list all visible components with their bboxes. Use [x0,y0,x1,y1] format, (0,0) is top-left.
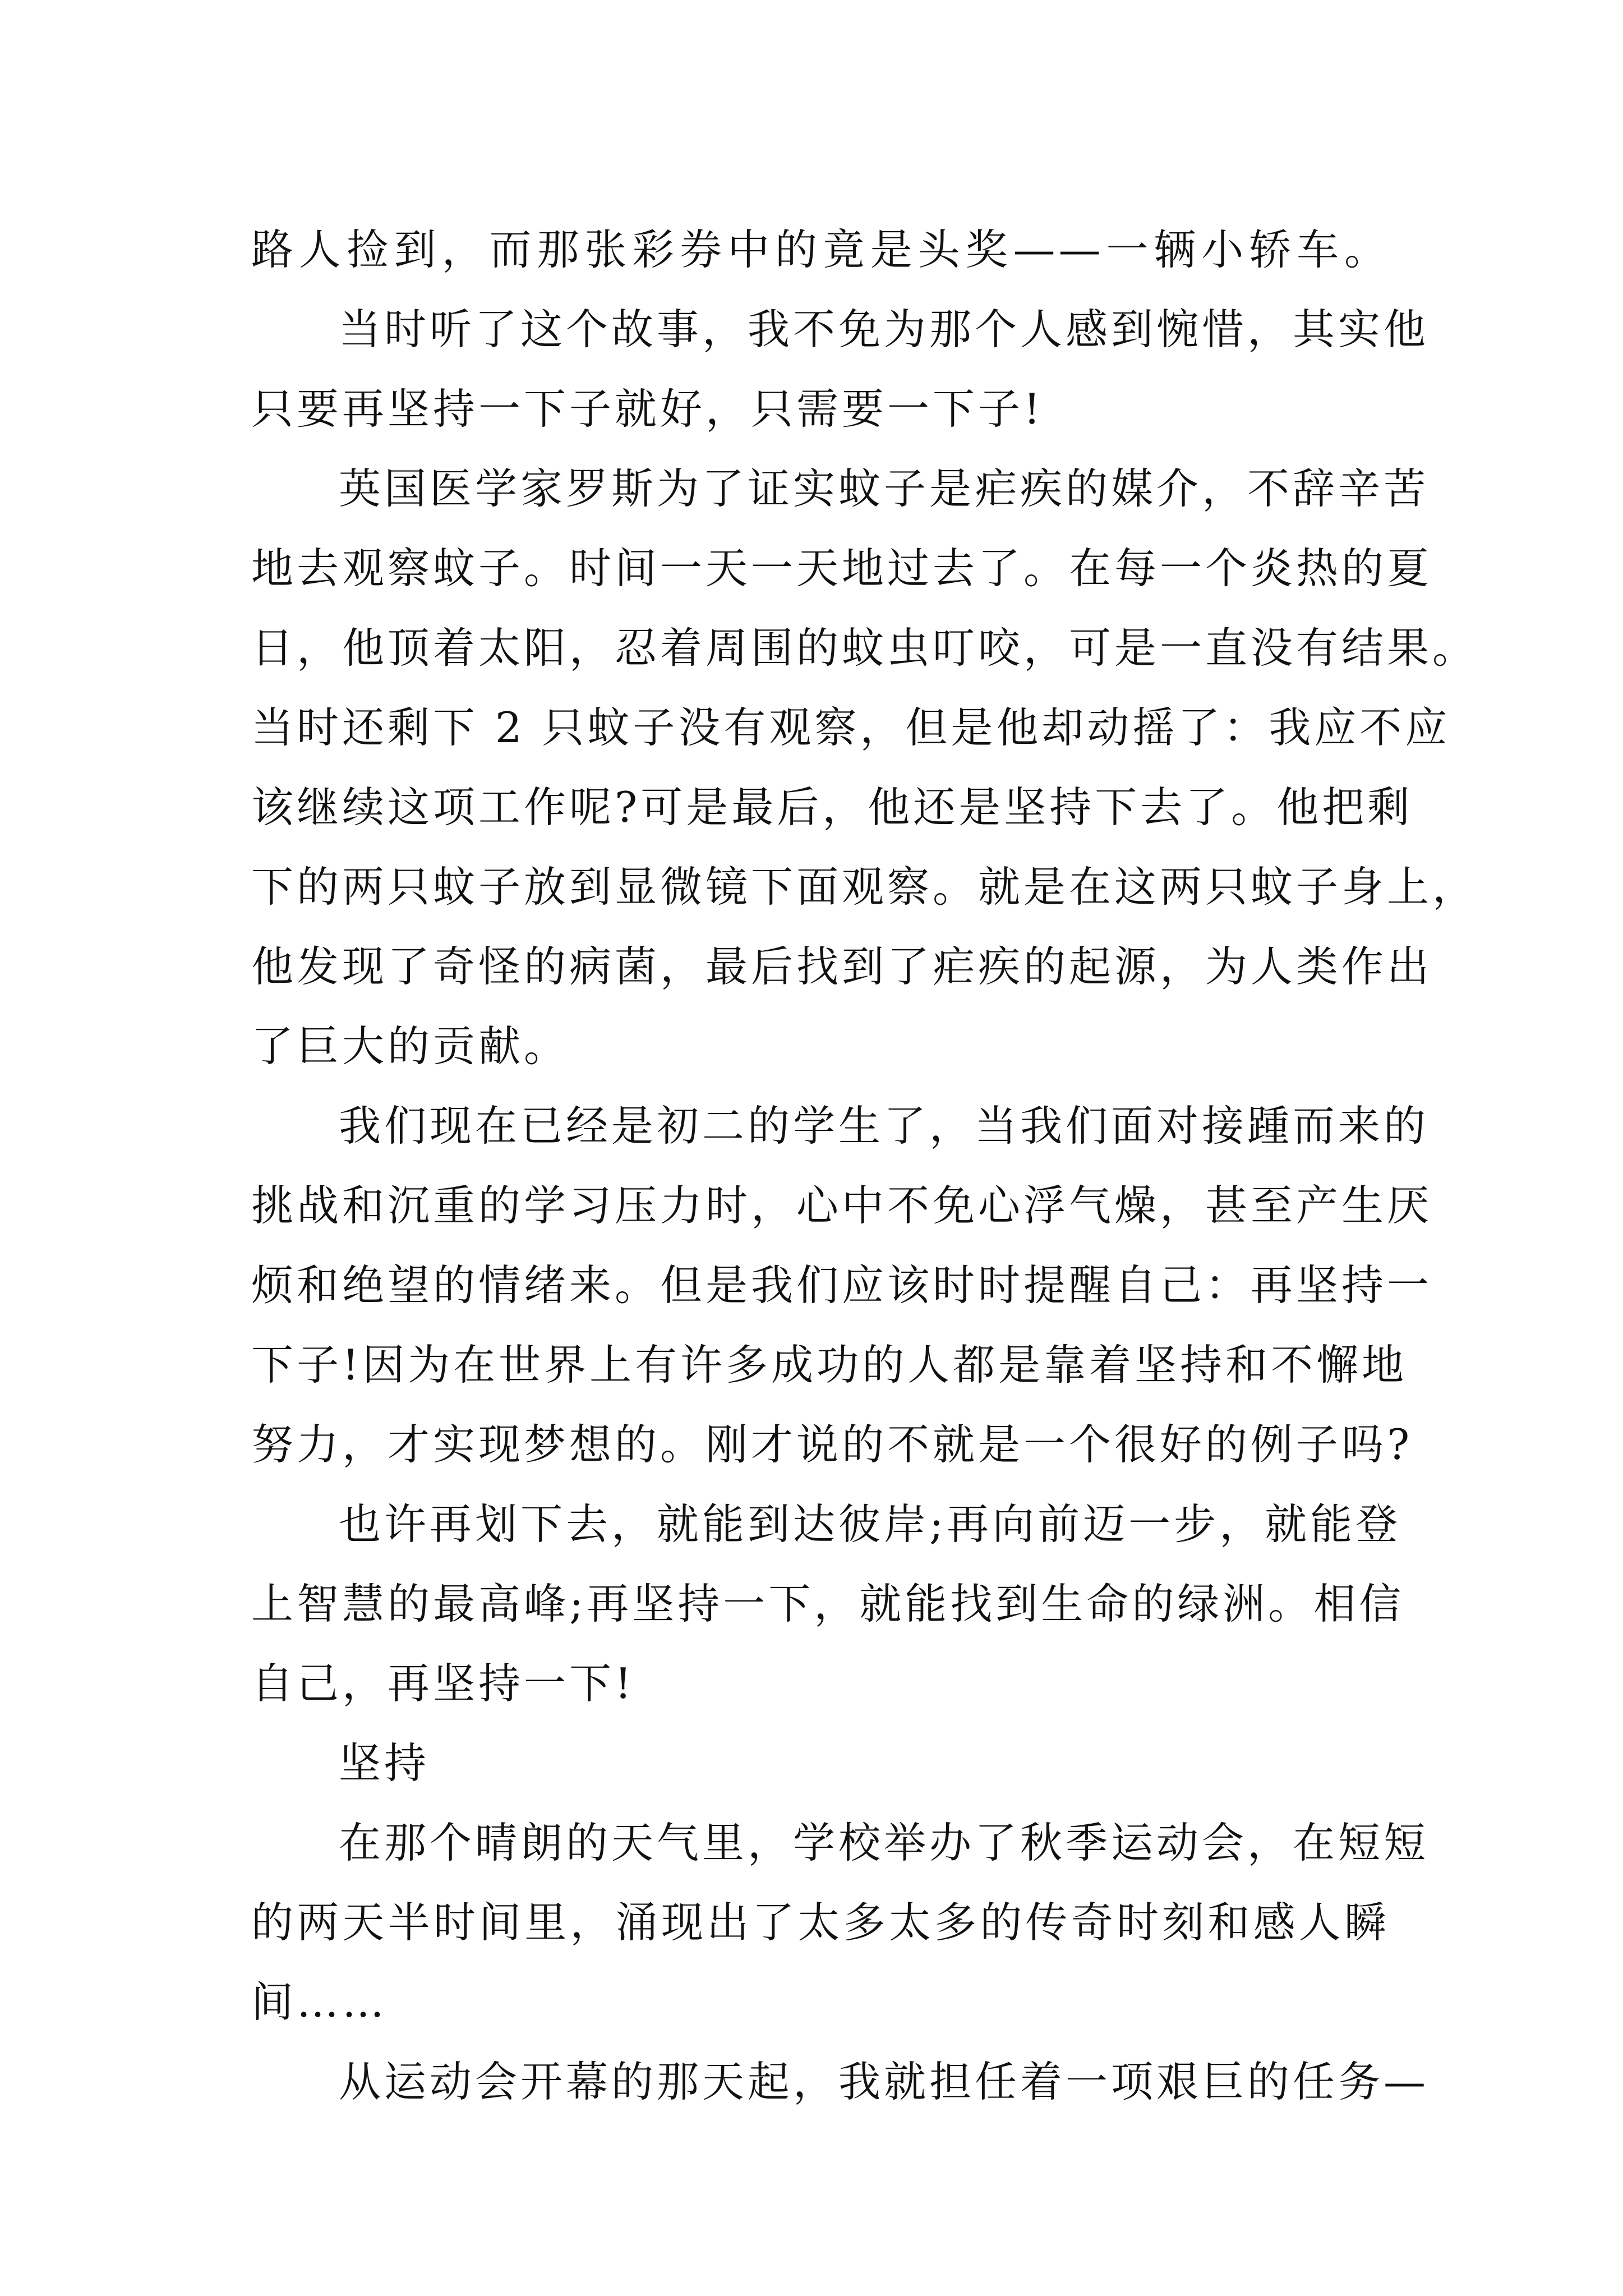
text-line: 当时还剩下 2 只蚊子没有观察，但是他却动摇了：我应不应 [251,703,1451,752]
paragraph-start-line: 当时听了这个故事，我不免为那个人感到惋惜，其实他 [339,305,1430,354]
text-line: 努力，才实现梦想的。刚才说的不就是一个很好的例子吗? [251,1420,1413,1469]
text-line: 间…… [251,1977,388,2027]
text-line: 下的两只蚊子放到显微镜下面观察。就是在这两只蚊子身上， [251,862,1478,912]
paragraph-start-line: 在那个晴朗的天气里，学校举办了秋季运动会，在短短 [339,1818,1430,1867]
paragraph-start-line: 从运动会开幕的那天起，我就担任着一项艰巨的任务— [339,2057,1430,2106]
text-line: 挑战和沉重的学习压力时，心中不免心浮气燥，甚至产生厌 [251,1181,1433,1230]
text-line: 自己，再坚持一下! [251,1659,635,1708]
text-line: 该继续这项工作呢?可是最后，他还是坚持下去了。他把剩 [251,783,1413,832]
text-line: 只要再坚持一下子就好，只需要一下子! [251,384,1044,434]
paragraph-start-line: 我们现在已经是初二的学生了，当我们面对接踵而来的 [339,1101,1430,1151]
text-line: 地去观察蚊子。时间一天一天地过去了。在每一个炎热的夏 [251,544,1433,593]
body-text [251,210,1478,2122]
section-heading: 坚持 [339,1738,430,1788]
text-line: 他发现了奇怪的病菌，最后找到了疟疾的起源，为人类作出 [251,942,1433,991]
text-line: 了巨大的贡献。 [251,1022,570,1071]
paragraph-start-line: 也许再划下去，就能到达彼岸;再向前迈一步，就能登 [339,1499,1401,1549]
paragraph-start-line: 英国医学家罗斯为了证实蚊子是疟疾的媒介，不辞辛苦 [339,464,1430,513]
text-line: 的两天半时间里，涌现出了太多太多的传奇时刻和感人瞬 [251,1898,1390,1947]
text-line: 上智慧的最高峰;再坚持一下，就能找到生命的绿洲。相信 [251,1579,1405,1628]
text-line: 路人捡到，而那张彩券中的竟是头奖——一辆小轿车。 [251,225,1390,274]
text-line: 烦和绝望的情绪来。但是我们应该时时提醒自己：再坚持一 [251,1260,1433,1310]
text-line: 日，他顶着太阳，忍着周围的蚊虫叮咬，可是一直没有结果。 [251,623,1478,673]
text-line: 下子!因为在世界上有许多成功的人都是靠着坚持和不懈地 [251,1340,1408,1389]
